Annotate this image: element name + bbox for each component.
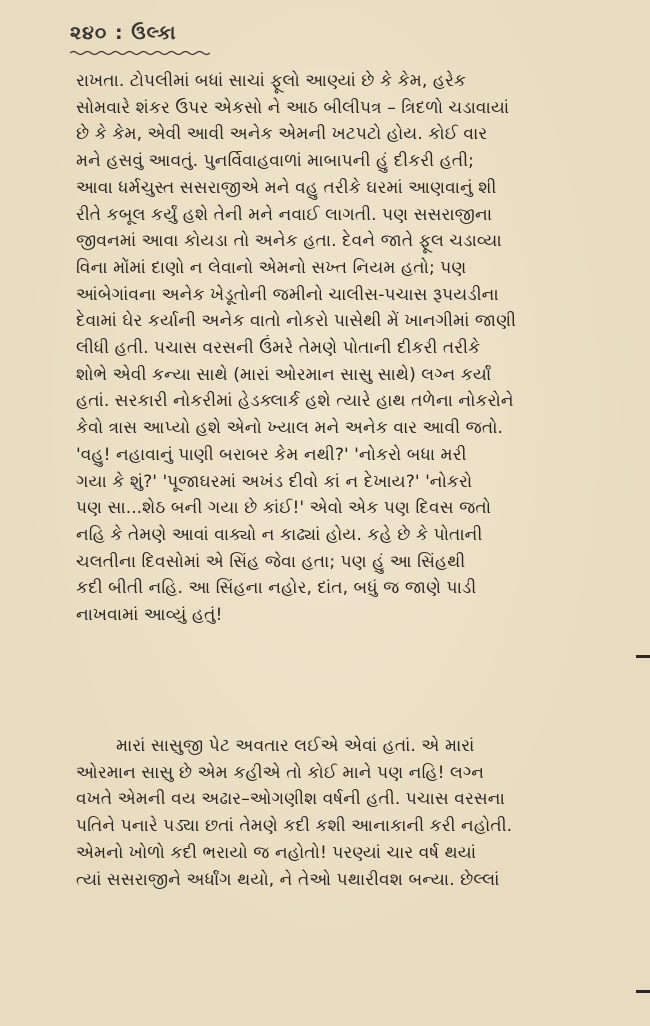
text-line: જીવનમાં આવા કોયડા તો અનેક હતા. દેવને જાતે ફૂલ ચડાવ્યા	[76, 231, 502, 252]
text-line: કદી બીતી નહિ. આ સિંહના નહોર, દાંત, બધું જ જાણે પાડી	[76, 578, 477, 599]
text-line: નહિ કે તેમણે આવાં વાક્યો ન કાઢ્યાં હોય. કહે છે કે પોતાની	[76, 524, 483, 545]
text-line: કેવો ત્રાસ આપ્યો હશે એનો ખ્યાલ મને અનેક વાર આવી જતો.	[76, 418, 504, 439]
text-line: શોભે એવી કન્યા સાથે (મારાં ઓરમાન સાસુ સાથે) લગ્ન કર્યાં	[76, 364, 492, 385]
text-line: રીતે કબૂલ કર્યું હશે તેની મને નવાઈ લાગતી. પણ સસરાજીના	[76, 204, 493, 225]
text-line: નાખવામાં આવ્યું હતું!	[76, 605, 223, 626]
text-line: એમનો ખોળો કદી ભરાયો જ નહોતો! પરણ્યાં ચાર વર્ષ થયાં	[76, 842, 477, 863]
page-number: ૨૪૦	[70, 22, 108, 44]
text-line: છે કે કેમ, એવી આવી અનેક એમની ખટપટો હોય. કોઈ વાર	[76, 124, 488, 145]
running-header	[70, 22, 177, 44]
text-line: 'વહુ! નહાવાનું પાણી બરાબર કેમ નથી?' 'નોકરો બધા મરી	[76, 444, 467, 465]
page-edge-mark	[636, 655, 650, 658]
text-line: ત્યાં સસરાજીને અર્ધાંગ થયો, ને તેઓ પથારીવશ બન્યા. છેલ્લાં	[76, 869, 500, 890]
text-line: હતાં. સરકારી નોકરીમાં હેડક્લાર્ક હશે ત્યારે હાથ તળેના નોકરોને	[76, 391, 514, 412]
text-line: આંબેગાંવના અનેક ખેડૂતોની જમીનો ચાલીસ-પચાસ રૂપયડીના	[76, 284, 499, 305]
text-line: વિના મોંમાં દાણો ન લેવાનો એમનો સખ્ત નિયમ હતો; પણ	[76, 257, 467, 278]
text-line: ચલતીના દિવસોમાં એ સિંહ જેવા હતા; પણ હું આ સિંહથી	[76, 551, 466, 572]
header-wavy-underline	[70, 50, 210, 56]
paragraph-1	[76, 68, 604, 629]
paragraph-2	[76, 733, 604, 893]
text-line: સોમવારે શંકર ઉપર એકસો ને આઠ બીલીપત્ર – ત્રિદળો ચડાવાયાં	[76, 97, 510, 118]
text-line: રાખતા. ટોપલીમાં બધાં સાચાં ફૂલો આણ્યાં છે કે કેમ, હરેક	[76, 71, 467, 91]
text-line: વખતે એમની વય અઢાર–ઓગણીશ વર્ષની હતી. પચાસ વરસના	[76, 789, 505, 810]
text-line: મારાં સાસુજી પેટ અવતાર લઈએ એવાં હતાં. એ મારાં	[116, 736, 475, 756]
header-separator: :	[115, 22, 124, 44]
text-line: પણ સા...શેઠ બની ગયા છે કાંઈ!' એવો એક પણ દિવસ જતો	[76, 498, 492, 519]
text-line: મને હસવું આવતું. પુનર્વિવાહવાળાં માબાપની હું દીકરી હતી;	[76, 151, 474, 172]
text-line: દેવામાં ઘેર કર્યાની અનેક વાતો નોકરો પાસેથી મેં ખાનગીમાં જાણી	[76, 311, 517, 332]
text-line: ગયા કે શું?' 'પૂજાઘરમાં અખંડ દીવો કાં ન દેખાય?' 'નોકરો	[76, 471, 473, 492]
page-edge-mark	[636, 990, 650, 993]
text-line: લીધી હતી. પચાસ વરસની ઉંમરે તેમણે પોતાની દીકરી તરીકે	[76, 338, 481, 359]
text-line: ઓરમાન સાસુ છે એમ કહીએ તો કોઈ માને પણ નહિ! લગ્ન	[76, 762, 485, 783]
text-line: પતિને પનારે પડ્યા છતાં તેમણે કદી કશી આનાકાની કરી નહોતી.	[76, 816, 513, 837]
book-title: ઉલ્કા	[131, 22, 177, 44]
text-line: આવા ધર્મચુસ્ત સસરાજીએ મને વહુ તરીકે ઘરમાં આણવાનું શી	[76, 177, 497, 198]
